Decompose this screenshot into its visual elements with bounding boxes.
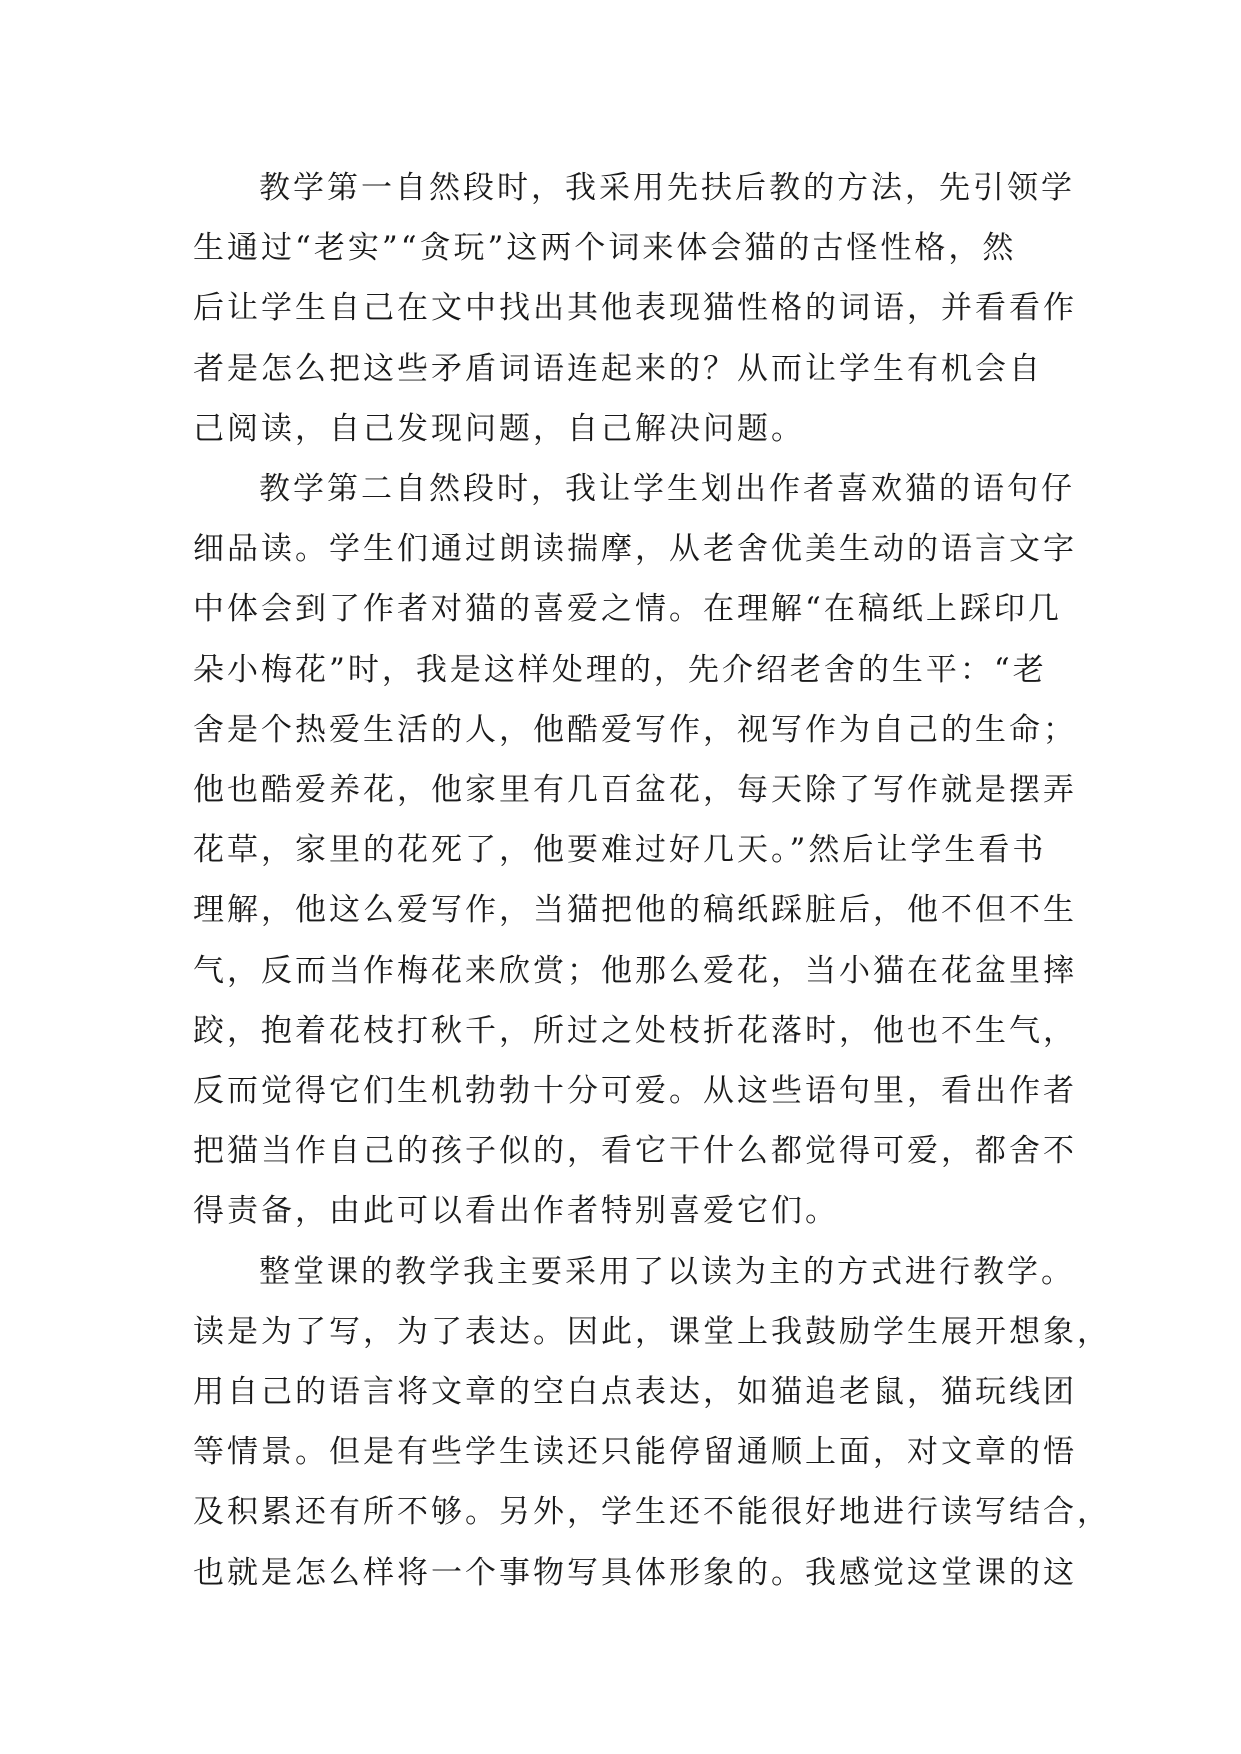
text-line: 把猫当作自己的孩子似的，看它干什么都觉得可爱，都舍不 [193, 1133, 1077, 1170]
text-line: 也就是怎么样将一个事物写具体形象的。我感觉这堂课的这 [193, 1554, 1077, 1591]
text-line: 反而觉得它们生机勃勃十分可爱。从这些语句里，看出作者 [193, 1073, 1077, 1110]
paragraph-3 [193, 1242, 1111, 1603]
text-line: 及积累还有所不够。另外，学生还不能很好地进行读写结合， [193, 1494, 1111, 1531]
text-line: 细品读。学生们通过朗读揣摩，从老舍优美生动的语言文字 [193, 531, 1077, 568]
text-line: 读是为了写，为了表达。因此，课堂上我鼓励学生展开想象， [193, 1313, 1111, 1350]
text-line: 者是怎么把这些矛盾词语连起来的？从而让学生有机会自 [193, 350, 1043, 387]
document-body [193, 158, 1111, 1603]
text-line: 中体会到了作者对猫的喜爱之情。在理解“在稿纸上踩印几 [193, 591, 1062, 628]
text-line: 气，反而当作梅花来欣赏；他那么爱花，当小猫在花盆里摔 [193, 952, 1077, 989]
text-line: 教学第一自然段时，我采用先扶后教的方法，先引领学 [259, 170, 1075, 206]
text-line: 朵小梅花”时，我是这样处理的，先介绍老舍的生平：“老 [193, 651, 1047, 688]
text-line: 理解，他这么爱写作，当猫把他的稿纸踩脏后，他不但不生 [193, 892, 1077, 929]
text-line: 生通过“老实”“贪玩”这两个词来体会猫的古怪性格，然 [193, 230, 1017, 267]
text-line: 花草，家里的花死了，他要难过好几天。”然后让学生看书 [193, 832, 1047, 869]
text-line: 后让学生自己在文中找出其他表现猫性格的词语，并看看作 [193, 290, 1077, 327]
text-line: 用自己的语言将文章的空白点表达，如猫追老鼠，猫玩线团 [193, 1374, 1077, 1411]
text-line: 教学第二自然段时，我让学生划出作者喜欢猫的语句仔 [259, 471, 1075, 508]
paragraph-1 [193, 158, 1077, 459]
text-line: 整堂课的教学我主要采用了以读为主的方式进行教学。 [259, 1253, 1075, 1290]
text-line: 舍是个热爱生活的人，他酷爱写作，视写作为自己的生命； [193, 711, 1077, 748]
text-line: 他也酷爱养花，他家里有几百盆花，每天除了写作就是摆弄 [193, 772, 1077, 809]
text-line: 己阅读，自己发现问题，自己解决问题。 [193, 410, 805, 447]
paragraph-2 [193, 459, 1077, 1242]
text-line: 等情景。但是有些学生读还只能停留通顺上面，对文章的悟 [193, 1434, 1077, 1471]
text-line: 得责备，由此可以看出作者特别喜爱它们。 [193, 1193, 839, 1230]
text-line: 跤，抱着花枝打秋千，所过之处枝折花落时，他也不生气， [193, 1012, 1077, 1049]
